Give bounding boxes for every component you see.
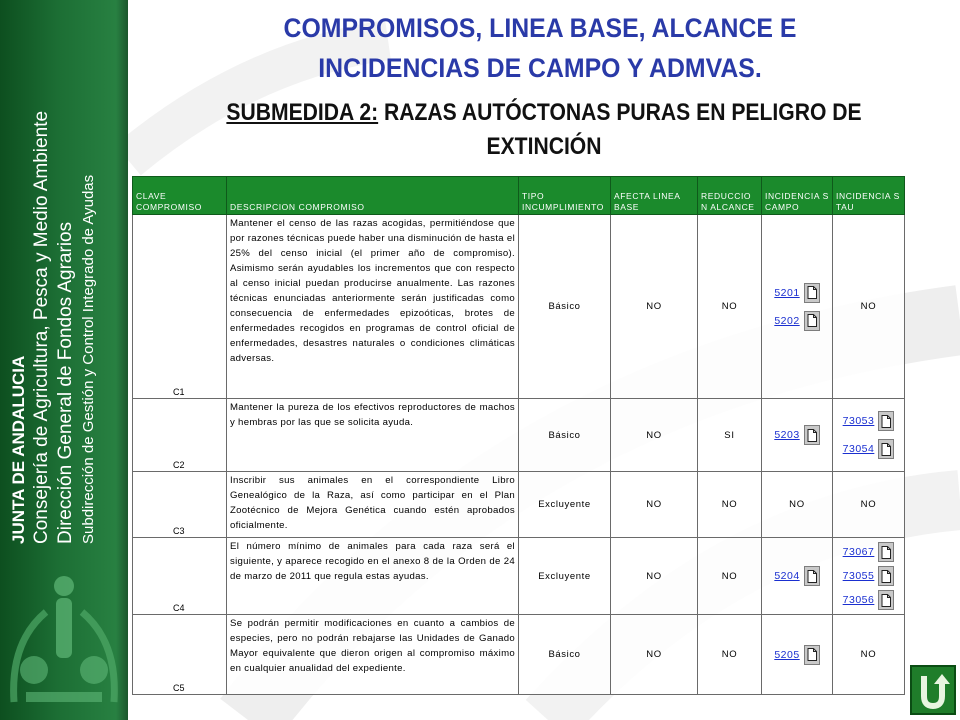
table-row (133, 538, 905, 615)
subtitle-text-2: EXTINCIÓN (486, 133, 602, 160)
document-icon[interactable] (804, 645, 820, 665)
org-subdirection: Subdirección de Gestión y Control Integrado de Ayudas (80, 174, 97, 544)
incidence-link[interactable]: 73055 (842, 570, 875, 582)
incidence-link[interactable]: 5202 (774, 314, 800, 327)
incidence-item (843, 408, 895, 434)
tipo-cell: Básico (519, 215, 611, 399)
incidence-item (774, 280, 819, 306)
sidebar (0, 0, 128, 720)
header-reduccion: REDUCCIO N ALCANCE (698, 177, 762, 215)
afecta-cell: NO (611, 215, 698, 399)
incidence-item (843, 541, 895, 563)
reduccion-cell: NO (698, 472, 762, 538)
inc-campo-cell (762, 399, 833, 472)
incidence-link[interactable]: 5201 (774, 286, 800, 299)
incidence-item (843, 436, 895, 462)
inc-tau-cell (833, 472, 905, 538)
incidence-link[interactable]: 5204 (774, 570, 800, 582)
title-line-1: COMPROMISOS, LINEA BASE, ALCANCE E (283, 13, 797, 43)
subtitle-label: SUBMEDIDA 2: (226, 99, 379, 126)
header-clave: CLAVE COMPROMISO (133, 177, 227, 215)
tipo-cell: Excluyente (519, 538, 611, 615)
sidebar-org-text (8, 4, 100, 544)
afecta-cell: NO (611, 615, 698, 695)
descripcion-cell: Mantener la pureza de los efectivos reproductores de machos y hembras por las que se solicita ayuda. (227, 399, 519, 472)
header-afecta: AFECTA LINEA BASE (611, 177, 698, 215)
subtitle-text-1: RAZAS AUTÓCTONAS PURAS EN PELIGRO DE (378, 99, 862, 126)
incidence-link[interactable]: 73067 (842, 546, 875, 558)
incidence-link[interactable]: 73053 (842, 415, 875, 427)
incidence-item (774, 563, 819, 589)
descripcion-cell: Inscribir sus animales en el correspondiente Libro Genealógico de la Raza, así como participar en el Plan Zootécnico de Mejora Genética cuando estén aprobados oficialmente. (227, 472, 519, 538)
header-inc-tau: INCIDENCIA S TAU (833, 177, 905, 215)
document-icon[interactable] (878, 411, 894, 431)
incidence-none: NO (860, 499, 877, 510)
incidence-item (774, 642, 819, 668)
incidence-link[interactable]: 5203 (774, 429, 800, 441)
header-inc-campo: INCIDENCIA S CAMPO (762, 177, 833, 215)
header-tipo: TIPO INCUMPLIMIENTO (519, 177, 611, 215)
incidence-link[interactable]: 73054 (842, 443, 875, 455)
inc-tau-cell (833, 215, 905, 399)
descripcion-cell: Mantener el censo de las razas acogidas, permitiéndose que por razones técnicas puede haber una disminución de hasta el 25% del censo inicial (el primer año de compromiso). Asimismo serán ayudables los incrementos que con respecto al censo inicial puedan producirse anualmente. Las razones técnicas enunciadas anteriormente serán justificadas como consecuencia de enfermedades epizoóticas, brotes de enfermedades recogidos en programas de control oficial de enfermedades, desastres naturales o condiciones climáticas adversas. (227, 215, 519, 399)
title-line-2: INCIDENCIAS DE CAMPO Y ADMVAS. (318, 53, 762, 83)
incidence-none: NO (860, 301, 877, 312)
afecta-cell: NO (611, 399, 698, 472)
reduccion-cell: NO (698, 538, 762, 615)
reduccion-cell: SI (698, 399, 762, 472)
document-icon[interactable] (878, 439, 894, 459)
table-row (133, 615, 905, 695)
org-department: Consejería de Agricultura, Pesca y Medio Ambiente (31, 110, 52, 544)
document-icon[interactable] (878, 590, 894, 610)
table-row (133, 399, 905, 472)
return-u-turn-icon (916, 670, 950, 710)
clave-cell: C5 (133, 615, 227, 695)
inc-campo-cell (762, 615, 833, 695)
incidence-item (843, 589, 895, 611)
org-name: JUNTA DE ANDALUCIA (9, 355, 28, 544)
reduccion-cell: NO (698, 615, 762, 695)
document-icon[interactable] (804, 283, 820, 303)
document-icon[interactable] (804, 311, 820, 331)
page-title (172, 8, 908, 88)
afecta-cell: NO (611, 472, 698, 538)
incidence-link[interactable]: 73056 (842, 594, 875, 606)
inc-tau-cell (833, 399, 905, 472)
afecta-cell: NO (611, 538, 698, 615)
tipo-cell: Excluyente (519, 472, 611, 538)
inc-tau-cell (833, 615, 905, 695)
clave-cell: C2 (133, 399, 227, 472)
tipo-cell: Básico (519, 399, 611, 472)
document-icon[interactable] (804, 566, 820, 586)
incidence-link[interactable]: 5205 (774, 648, 800, 661)
document-icon[interactable] (878, 542, 894, 562)
table-header-row (133, 177, 905, 215)
incidence-none: NO (860, 649, 877, 660)
inc-campo-cell (762, 215, 833, 399)
incidence-item (774, 308, 819, 334)
inc-campo-cell (762, 538, 833, 615)
commitments-table (132, 176, 905, 695)
inc-campo-cell (762, 472, 833, 538)
page-subtitle (178, 96, 910, 164)
clave-cell: C1 (133, 215, 227, 399)
andalucia-emblem-icon (6, 552, 122, 712)
header-descripcion: DESCRIPCION COMPROMISO (227, 177, 519, 215)
inc-tau-cell (833, 538, 905, 615)
descripcion-cell: Se podrán permitir modificaciones en cuanto a cambios de especies, pero no podrán rebajarse las Unidades de Ganado Mayor equivalente que dieron origen al compromiso máximo en cualquier anualidad del expediente. (227, 615, 519, 695)
incidence-none: NO (789, 499, 805, 510)
table-row (133, 215, 905, 399)
sidebar-shade (116, 0, 128, 720)
org-direction: Dirección General de Fondos Agrarios (55, 221, 76, 544)
tipo-cell: Básico (519, 615, 611, 695)
clave-cell: C4 (133, 538, 227, 615)
reduccion-cell: NO (698, 215, 762, 399)
incidence-item (843, 565, 895, 587)
clave-cell: C3 (133, 472, 227, 538)
table-row (133, 472, 905, 538)
return-button[interactable] (910, 665, 956, 715)
document-icon[interactable] (804, 425, 820, 445)
descripcion-cell: El número mínimo de animales para cada raza será el siguiente, y aparece recogido en el anexo 8 de la Orden de 24 de marzo de 2011 que regula estas ayudas. (227, 538, 519, 615)
document-icon[interactable] (878, 566, 894, 586)
incidence-item (774, 422, 819, 448)
